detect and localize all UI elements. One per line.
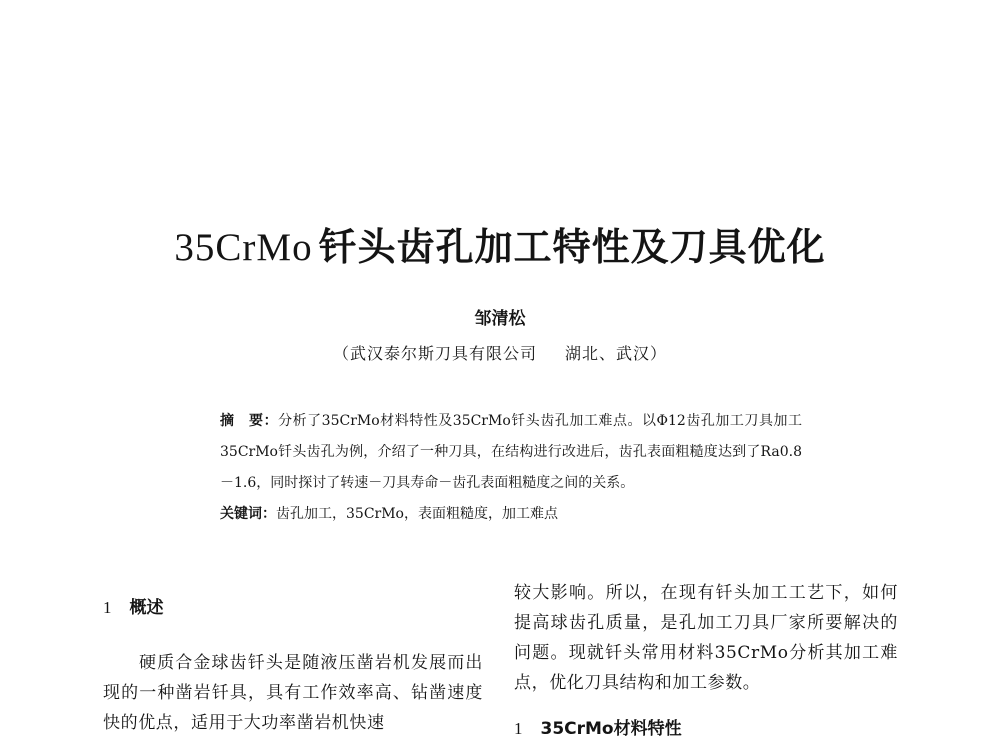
next-section-title: 35CrMo材料特性 [540,719,682,739]
affiliation [0,344,1000,363]
section-heading [103,594,483,622]
keywords-label: 关键词： [220,506,276,522]
body-paragraph-left: 硬质合金球齿钎头是随液压凿岩机发展而出现的一种凿岩钎具，具有工作效率高、钻凿速度快的优点，适用于大功率凿岩机快速 [103,653,483,733]
title-chinese: 钎头齿孔加工特性及刀具优化 [318,224,826,269]
keywords-text: 齿孔加工，35CrMo，表面粗糙度，加工难点 [276,506,558,522]
author-name: 邹清松 [474,309,526,329]
abstract-text: 分析了35CrMo材料特性及35CrMo钎头齿孔加工难点。以Φ12齿孔加工刀具加工35CrMo钎头齿孔为例，介绍了一种刀具，在结构进行改进后，齿孔表面粗糙度达到了Ra0.8－1.6，同时探讨了转速－刀具寿命－齿孔表面粗糙度之间的关系。 [220,413,802,491]
paper-title [0,224,1000,272]
right-column [514,578,898,739]
affiliation-company: （武汉泰尔斯刀具有限公司 [332,344,537,363]
next-section-number: 1 [514,719,523,738]
keywords-paragraph [186,499,802,530]
abstract-label: 摘 要： [220,413,279,429]
abstract-paragraph [186,406,802,499]
next-section-heading [514,714,898,739]
title-latin: 35CrMo [174,226,313,269]
abstract-block [186,406,802,530]
body-paragraph-right: 较大影响。所以，在现有钎头加工工艺下，如何提高球齿孔质量，是孔加工刀具厂家所要解决的问题。现就钎头常用材料35CrMo分析其加工难点，优化刀具结构和加工参数。 [514,583,898,693]
section-title: 概述 [129,598,164,618]
section-number: 1 [103,598,112,617]
affiliation-location: 湖北、武汉） [565,344,668,363]
left-column [103,594,483,738]
